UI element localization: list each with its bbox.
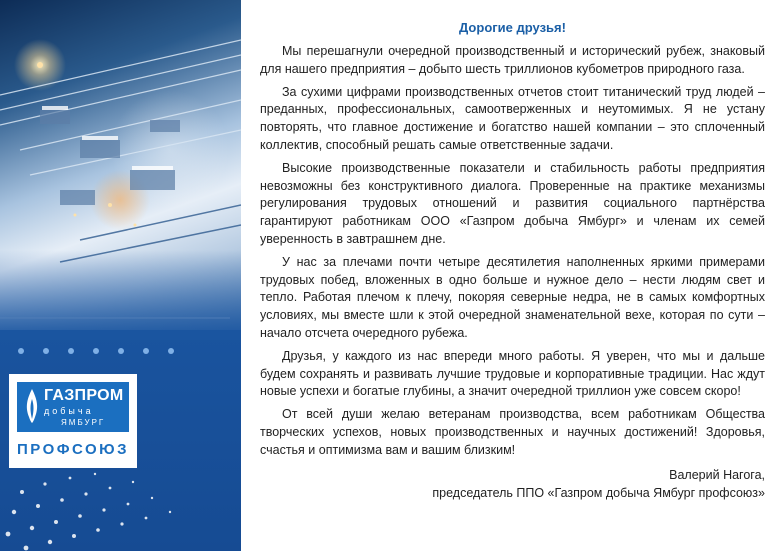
left-decorative-panel xyxy=(0,0,241,551)
logo-subtitle: добыча xyxy=(44,406,94,416)
decorative-dots-row xyxy=(18,348,174,354)
photo-fade xyxy=(0,250,241,340)
decorative-dot-pattern xyxy=(0,470,241,551)
letter-paragraph-6: От всей души желаю ветеранам производства, всем работникам Общества творческих успехов, новых производственных и научных достижений! Здоровья, счастья и оптимизма вам и вашим близким! xyxy=(260,407,765,457)
letter-paragraph-4: У нас за плечами почти четыре десятилетия наполненных яркими примерами трудовых побед, вложенных в одно больше и нужное дело – нести людям свет и тепло. Работая плечом к плечу, покоряя северные недра, не в самых комфортных условиях, мы вместе шли к этой очередной знаменательной вехе, которая по сути – начало отсчета очередного рубежа. xyxy=(260,254,765,340)
logo-union-label: ПРОФСОЮЗ xyxy=(17,441,130,458)
letter-paragraph-1: Мы перешагнули очередной производственный и исторический рубеж, знаковый для нашего предприятия – добыто шесть триллионов кубометров природного газа. xyxy=(260,44,765,76)
letter-paragraph-5: Друзья, у каждого из нас впереди много работы. Я уверен, что мы и дальше будем сохранять и развивать лучшие трудовые и корпоративные традиции. Нас ждут новые успехи и богатые глубины, а значит очередной триллион уже совсем скоро! xyxy=(260,348,765,399)
signature-name: Валерий Нагога, xyxy=(669,467,765,482)
letter-content xyxy=(260,20,765,502)
logo-brand-name: ГАЗПРОМ xyxy=(44,387,124,404)
letter-greeting: Дорогие друзья! xyxy=(459,20,566,35)
signature-role: председатель ППО «Газпром добыча Ямбург профсоюз» xyxy=(432,485,765,500)
letter-paragraph-2: За сухими цифрами производственных отчетов стоит титанический труд людей – преданных, профессиональных, самоотверженных и неутомимых. Я не устану повторять, что главное достижение и богатство нашей компании – это сплоченный коллектив, способный решать самые ответственные задачи. xyxy=(260,84,765,152)
gazprom-logo-card xyxy=(9,374,137,468)
logo-region: ЯМБУРГ xyxy=(61,418,106,427)
gas-flame-icon xyxy=(22,387,42,425)
gazprom-logo-badge xyxy=(17,382,129,432)
letter-paragraph-3: Высокие производственные показатели и стабильность работы предприятия невозможны без конструктивного диалога. Проверенные на практике механизмы регулирования трудовых отношений и развития социального партнёрства гарантируют работникам ООО «Газпром добыча Ямбург» и членам их семей уверенность в завтрашнем дне. xyxy=(260,160,765,246)
